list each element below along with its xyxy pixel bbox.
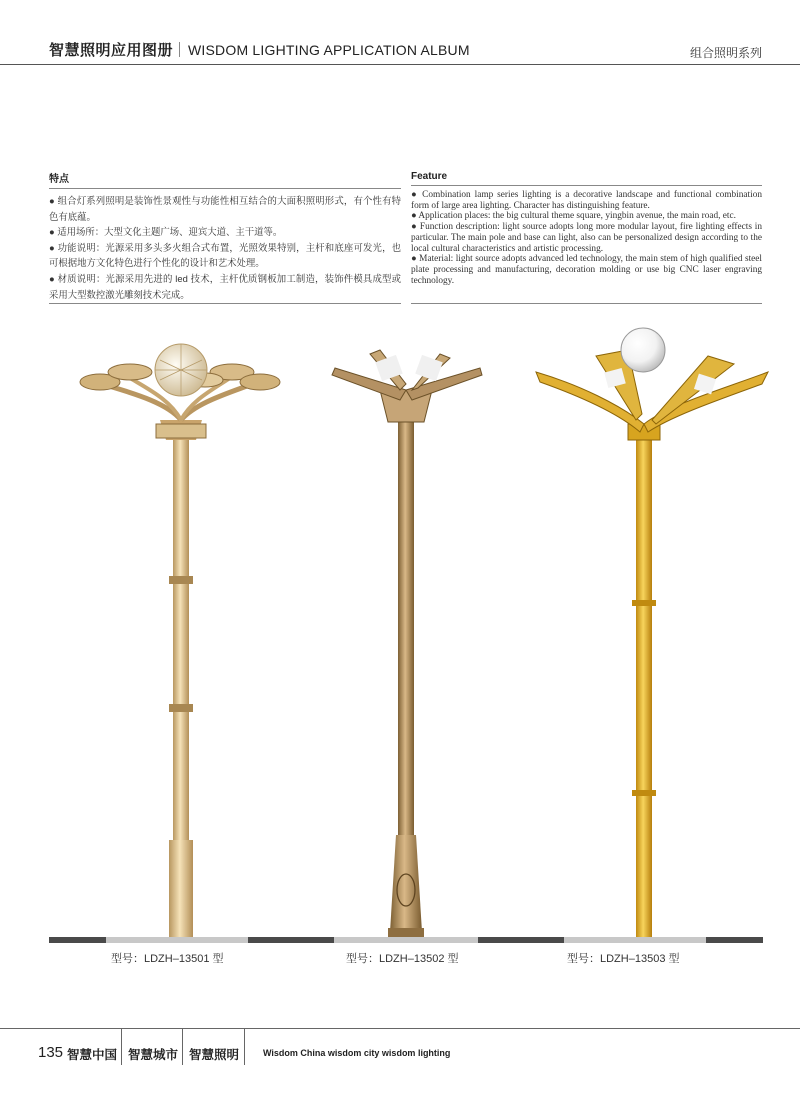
footer-wisdom-lighting: 智慧照明	[189, 1048, 240, 1062]
page-number: 135	[38, 1044, 64, 1061]
product-caption-2: 型号：LDZH–13502 型	[346, 953, 459, 965]
features-cn-bottom-rule	[49, 303, 401, 304]
features-en-bottom-rule	[411, 303, 762, 304]
base-bar-light	[334, 937, 478, 943]
feature-cn-item: ● 适用场所：大型文化主题广场、迎宾大道、主干道等。	[49, 226, 283, 238]
album-title	[49, 39, 470, 60]
lamp-illustrations	[0, 320, 800, 940]
footer-divider	[182, 1029, 183, 1065]
features-en	[411, 171, 762, 286]
base-bar-dark	[49, 937, 106, 943]
page-footer	[0, 1029, 800, 1093]
album-title-en: WISDOM LIGHTING APPLICATION ALBUM	[188, 42, 470, 58]
title-separator	[179, 42, 180, 57]
feature-cn-item: ● 材质说明：光源采用先进的 led 技术，主杆优质钢板加工制造，装饰件模具成型或采用大型数控激光雕刻技术完成。	[49, 272, 401, 300]
footer-wisdom-china: 智慧中国	[67, 1048, 118, 1062]
footer-slogan: Wisdom China wisdom city wisdom lighting	[263, 1048, 451, 1058]
product-caption-1: 型号：LDZH–13501 型	[111, 953, 224, 965]
footer-divider	[121, 1029, 122, 1065]
base-bar-dark	[248, 937, 334, 943]
lamp-3-illustration	[536, 328, 768, 938]
base-bar-light	[564, 937, 706, 943]
base-bar-dark	[706, 937, 763, 943]
feature-en-item: ● Material: light source adopts advanced led technology, the main stem of high qualified steel plate processing and manufacturing, decoration molding or use big CNC laser engraving technology.	[411, 254, 762, 286]
album-title-cn: 智慧照明应用图册	[49, 42, 174, 59]
feature-cn-item: ● 功能说明：光源采用多头多火组合式布置，光照效果特别，主杆和底座可发光，也可根据地方文化特色进行个性化的设计和艺术处理。	[49, 241, 401, 269]
lamp-2-illustration	[332, 350, 482, 938]
feature-en-item: ● Function description: light source adopts long more modular layout, fire lighting effects in particular. The main pole and base can light, also can be personalized design according to the local cultural characteristics and artistic processing.	[411, 222, 762, 254]
base-bar-dark	[478, 937, 564, 943]
page-header	[0, 0, 800, 65]
product-caption-3: 型号：LDZH–13503 型	[567, 953, 680, 965]
feature-cn-item: ● 组合灯系列照明是装饰性景观性与功能性相互结合的大面积照明形式，有个性有特色有底蕴。	[49, 195, 401, 222]
features-cn-heading: 特点	[49, 170, 401, 189]
footer-wisdom-city: 智慧城市	[128, 1048, 179, 1062]
series-name: 组合照明系列	[689, 46, 762, 60]
base-bar-light	[106, 937, 248, 943]
footer-divider	[244, 1029, 245, 1065]
feature-en-item: ● Application places: the big cultural theme square, yingbin avenue, the main road, etc.	[411, 211, 736, 222]
feature-en-item: ● Combination lamp series lighting is a decorative landscape and functional combination form of large area lighting. Character has distinguishing feature.	[411, 190, 762, 211]
lamp-1-illustration	[80, 344, 280, 938]
features-cn	[49, 170, 401, 302]
features-en-heading: Feature	[411, 171, 762, 186]
